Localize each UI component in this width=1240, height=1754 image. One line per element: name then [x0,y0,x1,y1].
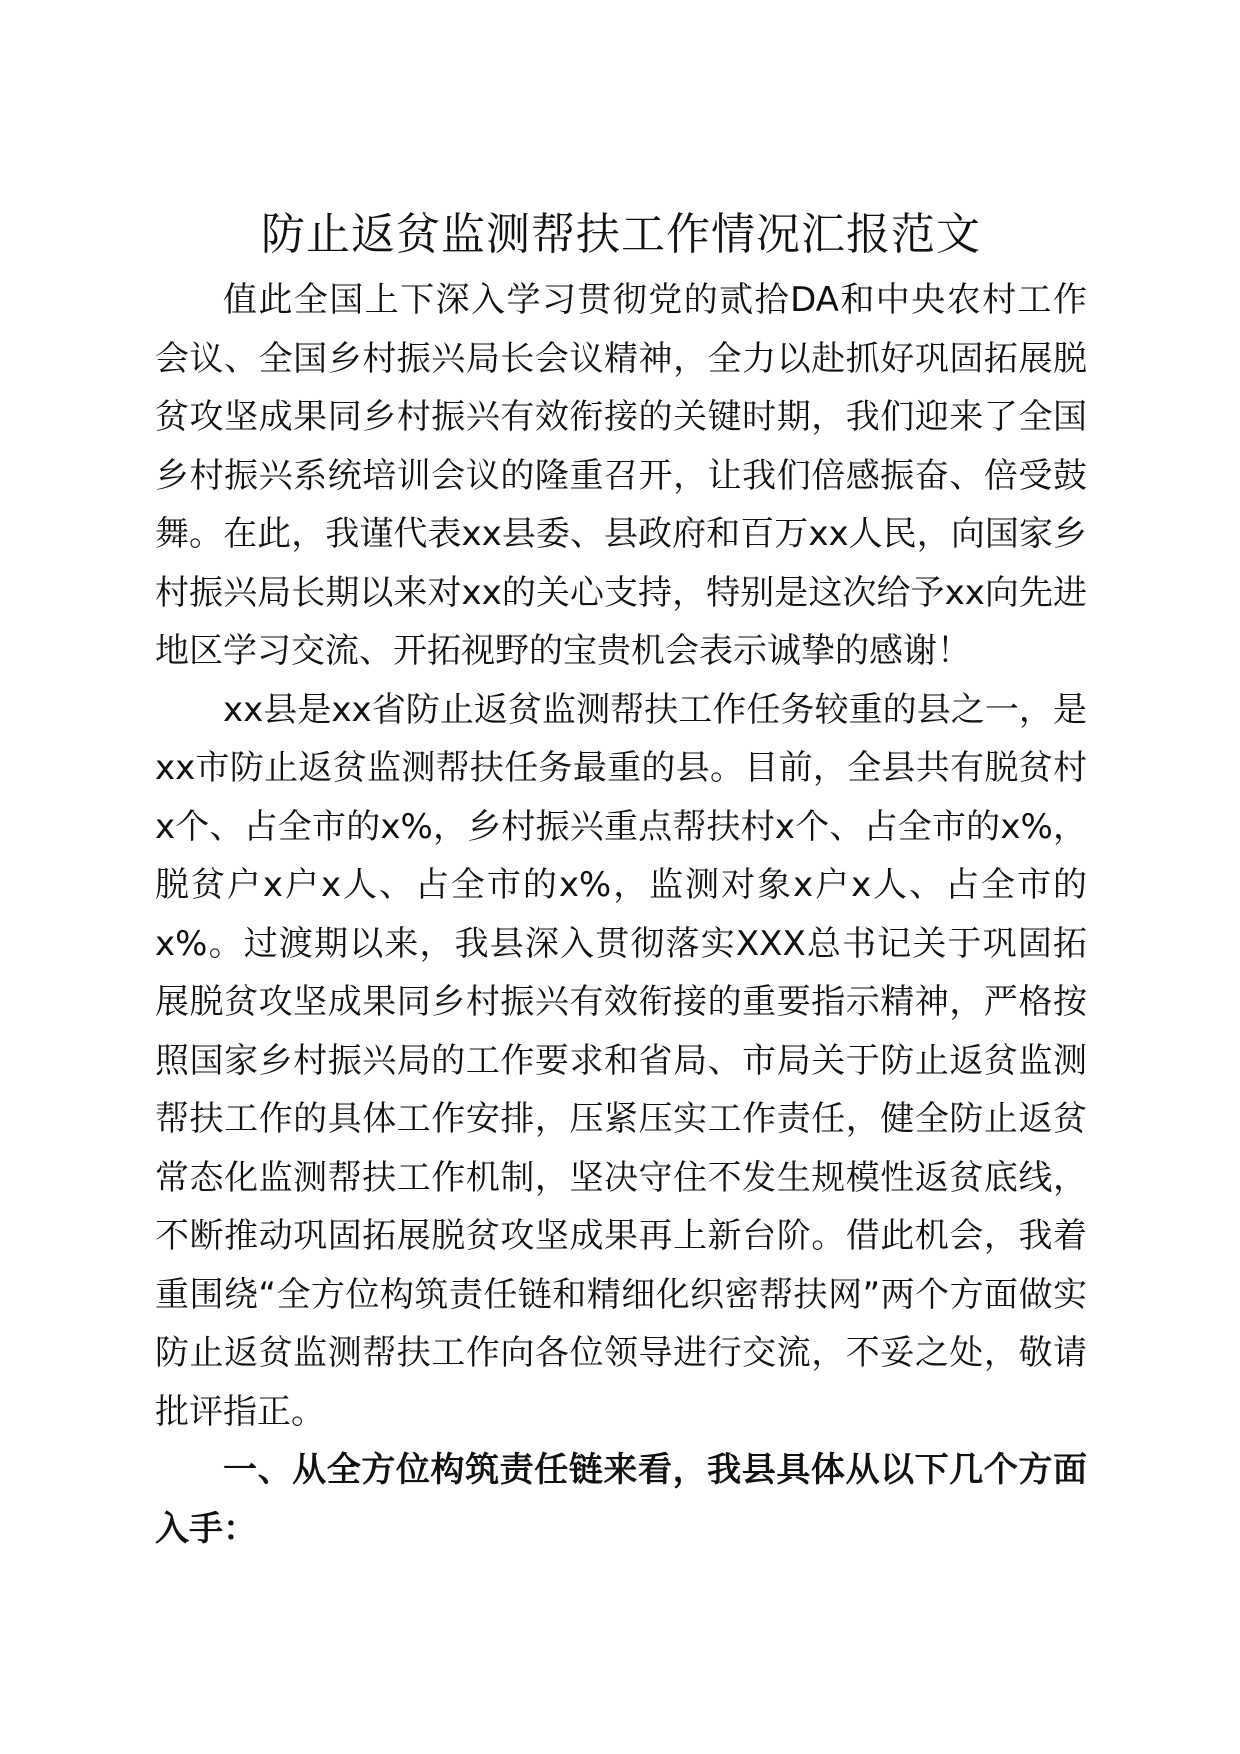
section-heading-1: 一、从全方位构筑责任链来看，我县具体从以下几个方面入手： [155,1450,1087,1549]
paragraph-intro: 值此全国上下深入学习贯彻党的贰拾DA和中央农村工作会议、全国乡村振兴局长会议精神，全力以赴抓好巩固拓展脱贫攻坚成果同乡村振兴有效衔接的关键时期，我们迎来了全国乡村振兴系统培训会议的隆重召开，让我们倍感振奋、倍受鼓舞。在此，我谨代表xx县委、县政府和百万xx人民，向国家乡村振兴局长期以来对xx的关心支持，特别是这次给予xx向先进地区学习交流、开拓视野的宝贵机会表示诚挚的感谢！ [155,280,1087,671]
paragraph-county-overview: xx县是xx省防止返贫监测帮扶工作任务较重的县之一，是xx市防止返贫监测帮扶任务最重的县。目前，全县共有脱贫村x个、占全市的x%，乡村振兴重点帮扶村x个、占全市的x%，脱贫户x户x人、占全市的x%，监测对象x户x人、占全市的x%。过渡期以来，我县深入贯彻落实XXX总书记关于巩固拓展脱贫攻坚成果同乡村振兴有效衔接的重要指示精神，严格按照国家乡村振兴局的工作要求和省局、市局关于防止返贫监测帮扶工作的具体工作安排，压紧压实工作责任，健全防止返贫常态化监测帮扶工作机制，坚决守住不发生规模性返贫底线，不断推动巩固拓展脱贫攻坚成果再上新台阶。借此机会，我着重围绕“全方位构筑责任链和精细化织密帮扶网”两个方面做实防止返贫监测帮扶工作向各位领导进行交流，不妥之处，敬请批评指正。 [155,689,1087,1432]
document-title: 防止返贫监测帮扶工作情况汇报范文 [261,209,981,260]
document-body [155,271,1087,1558]
document-page [155,205,1087,1558]
